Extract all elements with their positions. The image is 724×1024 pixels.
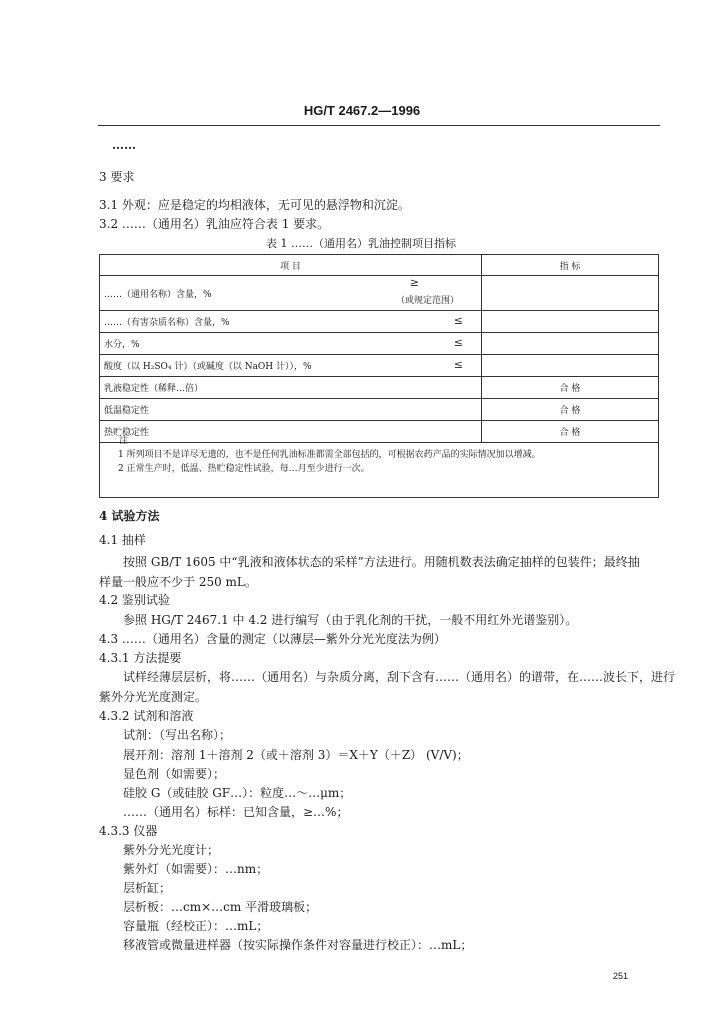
instrument-line-4: 层析板：…cm×…cm 平滑玻璃板； xyxy=(123,900,318,914)
header-index: 指 标 xyxy=(482,255,659,276)
table-caption: 表 1 ……（通用名）乳油控制项目指标 xyxy=(266,237,456,250)
table-row xyxy=(100,333,659,355)
row-item-text: ……（通用名称）含量，% xyxy=(104,289,212,300)
reagent-line-1: 试剂：（写出名称）； xyxy=(123,728,232,742)
row-value: 合 格 xyxy=(482,421,659,443)
instrument-line-6: 移液管或微量进样器（按实际操作条件对容量进行校正）：…mL； xyxy=(123,938,473,952)
row-item-text: ……（有害杂质名称）含量，% xyxy=(104,318,230,328)
instrument-line-3: 层析缸； xyxy=(123,881,172,895)
header-item: 项 目 xyxy=(100,255,482,276)
clause-4-3: 4.3 ……（通用名）含量的测定（以薄层—紫外分光光度法为例） xyxy=(99,632,446,646)
clause-4-3-1-text-2: 紫外分光光度测定。 xyxy=(99,690,208,704)
row-item-cell xyxy=(100,355,482,377)
header-rule xyxy=(98,125,660,126)
row-item-cell xyxy=(100,333,482,355)
row-symbol: ≤ xyxy=(453,314,463,327)
clause-4-3-3: 4.3.3 仪器 xyxy=(99,824,158,838)
clause-4-3-2: 4.3.2 试剂和溶液 xyxy=(99,709,194,723)
table-notes xyxy=(119,434,541,476)
reagent-line-3: 显色剂（如需要）； xyxy=(123,767,226,781)
row-item-text: 低温稳定性 xyxy=(100,399,482,421)
leading-ellipsis: …… xyxy=(112,138,136,152)
clause-3-2: 3.2 ……（通用名）乳油应符合表 1 要求。 xyxy=(99,217,330,231)
row-item-cell xyxy=(100,276,482,311)
reagent-line-4: 硅胶 G（或硅胶 GF…）：粒度…～…μm； xyxy=(123,786,352,800)
row-item-cell xyxy=(100,311,482,333)
section-3-title: 3 要求 xyxy=(99,170,135,184)
row-item-text: 酸度（以 H₂SO₄ 计）（或碱度（以 NaOH 计）），% xyxy=(104,362,312,372)
row-value xyxy=(482,333,659,355)
clause-4-1-text-1: 按照 GB/T 1605 中“乳液和液体状态的采样”方法进行。用随机数表法确定抽样的包装件；最终抽 xyxy=(123,555,640,569)
table-row xyxy=(100,276,659,311)
clause-4-3-1: 4.3.1 方法提要 xyxy=(99,651,182,665)
row-value: 合 格 xyxy=(482,377,659,399)
row-symbol: ≤ xyxy=(453,336,463,349)
page-number: 251 xyxy=(612,971,628,981)
table-header-row xyxy=(100,255,659,276)
row-symbol-note: （或规定范围） xyxy=(395,296,459,306)
table-row xyxy=(100,311,659,333)
clause-4-2-text: 参照 HG/T 2467.1 中 4.2 进行编写（由于乳化剂的干扰，一般不用红外光谱鉴别）。 xyxy=(123,613,578,627)
standard-code-header: HG/T 2467.2—1996 xyxy=(303,103,421,118)
instrument-line-2: 紫外灯（如需要）：…nm； xyxy=(123,862,269,876)
row-value xyxy=(482,355,659,377)
row-value xyxy=(482,276,659,311)
note-2: 2 正常生产时，低温、热贮稳定性试验，每…月至少进行一次。 xyxy=(118,464,370,474)
clause-4-1: 4.1 抽样 xyxy=(99,533,146,547)
table-row xyxy=(100,355,659,377)
clause-4-2: 4.2 鉴别试验 xyxy=(99,593,170,607)
row-symbol: ≥ xyxy=(409,276,419,289)
notes-label: 注 xyxy=(119,436,129,446)
section-4-title: 4 试验方法 xyxy=(99,509,160,523)
clause-4-3-1-text-1: 试样经薄层层析，将……（通用名）与杂质分离，刮下含有……（通用名）的谱带，在……波长下，进行 xyxy=(123,670,676,684)
table-row xyxy=(100,377,659,399)
instrument-line-1: 紫外分光光度计； xyxy=(123,843,220,857)
note-1: 1 所列项目不是详尽无遗的，也不是任何乳油标准都需全部包括的，可根据农药产品的实际情况加以增减。 xyxy=(118,450,541,460)
row-item-text: 热贮稳定性 xyxy=(100,421,482,443)
row-value xyxy=(482,311,659,333)
row-item-text: 乳液稳定性（稀释…倍） xyxy=(100,377,482,399)
reagent-line-5: ……（通用名）标样：已知含量，≥…%； xyxy=(123,805,349,819)
reagent-line-2: 展开剂：溶剂 1＋溶剂 2（或＋溶剂 3）＝X＋Y（＋Z） (V/V)； xyxy=(123,748,469,762)
clause-4-1-text-2: 样量一般应不少于 250 mL。 xyxy=(99,575,257,589)
table-row xyxy=(100,399,659,421)
row-item-text: 水分，% xyxy=(104,340,140,350)
instrument-line-5: 容量瓶（经校正）：…mL； xyxy=(123,919,269,933)
row-value: 合 格 xyxy=(482,399,659,421)
clause-3-1: 3.1 外观：应是稳定的均相液体，无可见的悬浮物和沉淀。 xyxy=(99,198,410,212)
row-symbol: ≤ xyxy=(453,358,463,371)
